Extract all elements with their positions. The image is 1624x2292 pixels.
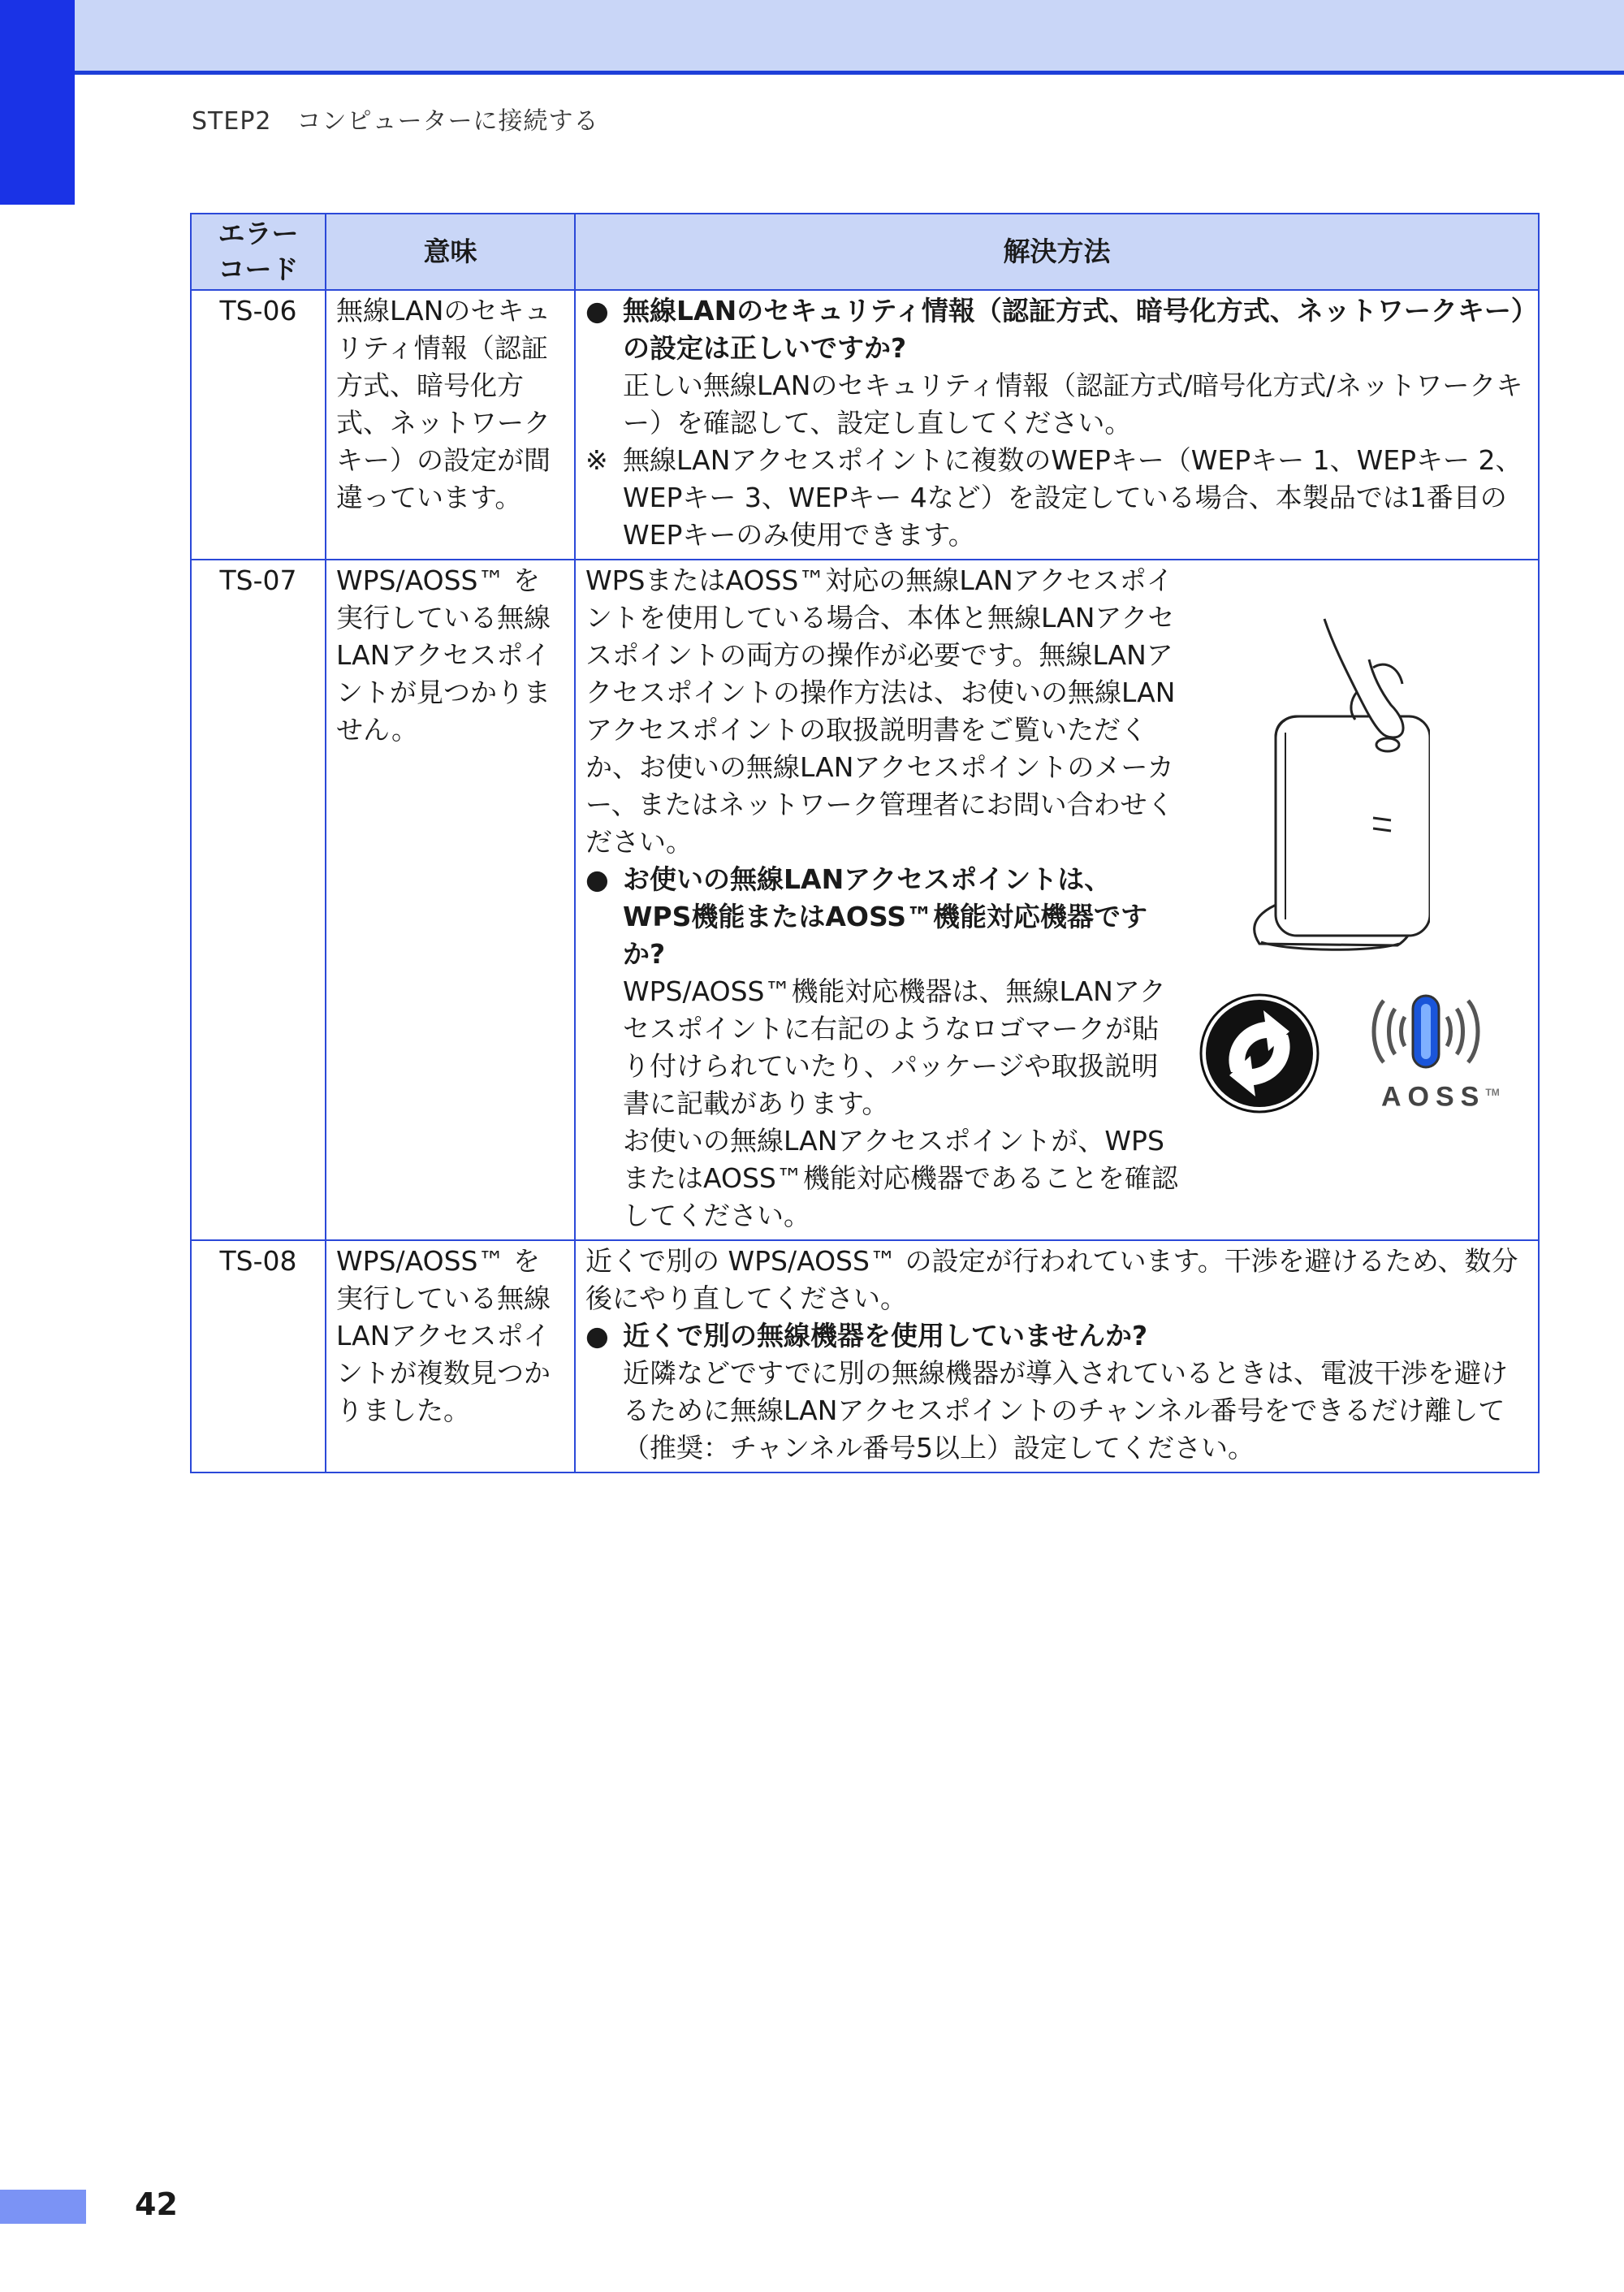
check-question <box>585 292 1528 367</box>
bullet-icon: ● <box>585 863 609 895</box>
error-code: TS-07 <box>191 560 326 1240</box>
answer-text: 正しい無線LANのセキュリティ情報（認証方式/暗号化方式/ネットワークキー）を確認して、設定し直してください。 <box>623 370 1523 439</box>
error-code-table <box>190 213 1540 1473</box>
bullet-icon: ● <box>585 295 609 327</box>
aoss-logo-text: AOSS™ <box>1381 1081 1500 1113</box>
table-row <box>191 560 1539 1240</box>
solution-cell <box>575 1240 1539 1473</box>
note-text: 無線LANアクセスポイントに複数のWEPキー（WEPキー 1、WEPキー 2、WEPキー 3、WEPキー 4など）を設定している場合、本製品では1番目のWEPキーのみ使用できます。 <box>623 444 1522 551</box>
header-meaning: 意味 <box>326 214 575 290</box>
table-row <box>191 290 1539 560</box>
solution-cell <box>575 290 1539 560</box>
question-text: 無線LANのセキュリティ情報（認証方式、暗号化方式、ネットワークキー）の設定は正しいですか? <box>623 295 1525 364</box>
note <box>585 442 1528 554</box>
top-header-rule <box>0 71 1624 75</box>
intro-text: WPSまたはAOSS™対応の無線LANアクセスポイントを使用している場合、本体と無線LANアクセスポイントの両方の操作が必要です。無線LANアクセスポイントの操作方法は、お使いの無線LANアクセスポイントの取扱説明書をご覧いただくか、お使いの無線LANアクセスポイントのメーカー、またはネットワーク管理者にお問い合わせください。 <box>585 564 1176 858</box>
answer-text: お使いの無線LANアクセスポイントが、WPSまたはAOSS™機能対応機器であることを確認してください。 <box>623 1125 1178 1231</box>
check-question <box>585 1317 1528 1355</box>
check-question <box>585 861 1178 973</box>
table-header-row <box>191 214 1539 290</box>
chapter-side-tab <box>0 0 75 205</box>
table-row <box>191 1240 1539 1473</box>
header-error-code: エラー コード <box>191 214 326 290</box>
top-header-band <box>0 0 1624 73</box>
error-meaning: WPS/AOSS™ を実行している無線LANアクセスポイントが複数見つかりました。 <box>326 1240 575 1473</box>
error-code: TS-08 <box>191 1240 326 1473</box>
question-text: 近くで別の無線機器を使用していませんか? <box>623 1320 1148 1351</box>
error-meaning: WPS/AOSS™ を実行している無線LANアクセスポイントが見つかりません。 <box>326 560 575 1240</box>
intro-text: 近くで別の WPS/AOSS™ の設定が行われています。干渉を避けるため、数分後にやり直してください。 <box>585 1245 1518 1314</box>
breadcrumb: STEP2 コンピューターに接続する <box>192 107 599 136</box>
error-code: TS-06 <box>191 290 326 560</box>
solution-cell <box>575 560 1539 1240</box>
access-point-illustration <box>1211 611 1430 952</box>
question-text: お使いの無線LANアクセスポイントは、WPS機能またはAOSS™機能対応機器ですか? <box>623 863 1147 970</box>
footer-tab <box>0 2190 86 2224</box>
illustration-area <box>1178 562 1528 1235</box>
answer-text: WPS/AOSS™機能対応機器は、無線LANアクセスポイントに右記のようなロゴマークが貼り付けられていたり、パッケージや取扱説明書に記載があります。 <box>623 975 1166 1119</box>
bullet-icon: ● <box>585 1320 609 1351</box>
note-mark: ※ <box>585 444 608 476</box>
header-solution: 解決方法 <box>575 214 1539 290</box>
page-number: 42 <box>135 2186 178 2222</box>
wps-logo-icon <box>1199 992 1320 1114</box>
answer-text: 近隣などですでに別の無線機器が導入されているときは、電波干渉を避けるために無線LANアクセスポイントのチャンネル番号をできるだけ離して（推奨：チャンネル番号5以上）設定してください。 <box>623 1357 1508 1464</box>
error-meaning: 無線LANのセキュリティ情報（認証方式、暗号化方式、ネットワークキー）の設定が間違っています。 <box>326 290 575 560</box>
